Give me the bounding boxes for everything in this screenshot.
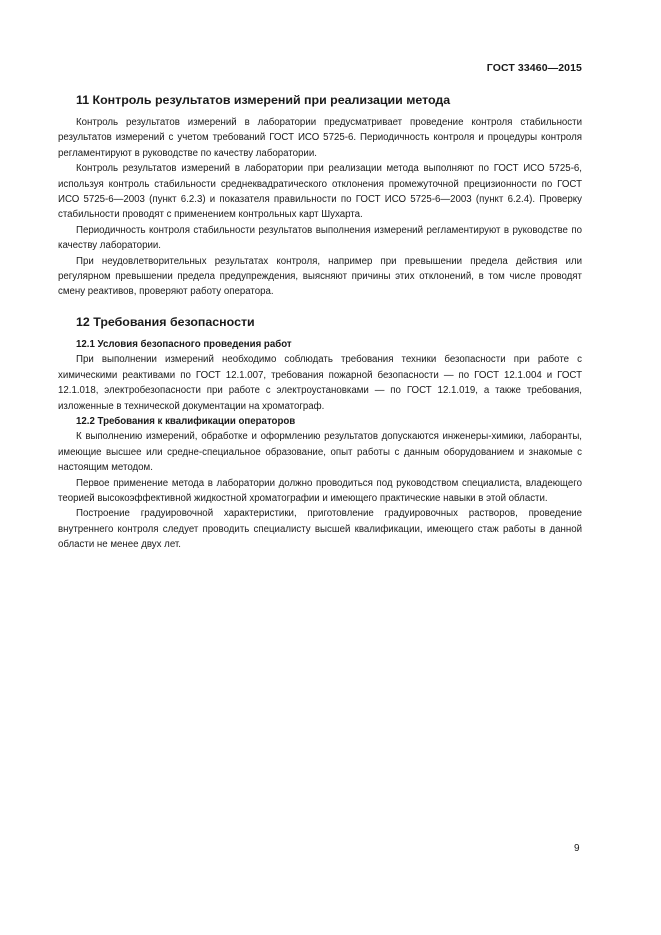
subsection-12-2-paragraph-2: Первое применение метода в лаборатории должно проводиться под руководством специалиста, владеющего теорией высокоэффективной жидкостной хроматографии и имеющего практические навыки в этой области.: [58, 477, 582, 504]
section-12-title: 12 Требования безопасности: [76, 314, 255, 329]
section-11-paragraph-2: Контроль результатов измерений в лаборатории при реализации метода выполняют по ГОСТ ИСО 5725-6, используя контроль стабильности среднеквадратического отклонения промежуточной прецизионности по ГОСТ ИСО 5725-6—2003 (пункт 6.2.3) и показателя правильности по ГОСТ ИСО 5725-6—2003 (пункт 6.2.4). Проверку стабильности проводят с применением контрольных карт Шухарта.: [58, 163, 582, 221]
subsection-12-2-paragraph-3: Построение градуировочной характеристики, приготовление градуировочных растворов, проведение внутреннего контроля следует проводить специалисту высшей квалификации, имеющего стаж работы в данной области не менее двух лет.: [58, 508, 582, 551]
page-content: [58, 92, 582, 553]
document-code: ГОСТ 33460—2015: [486, 62, 582, 74]
subsection-12-2-title: 12.2 Требования к квалификации операторов: [76, 415, 296, 427]
page-number: 9: [574, 843, 580, 854]
section-11-paragraph-1: Контроль результатов измерений в лаборатории предусматривает проведение контроля стабильности результатов измерений с учетом требований ГОСТ ИСО 5725-6. Периодичность контроля и процедуры контроля регламентируют в руководстве по качеству лаборатории.: [58, 117, 582, 159]
subsection-12-2-paragraph-1: К выполнению измерений, обработке и оформлению результатов допускаются инженеры-химики, лаборанты, имеющие высшее или средне-специальное образование, опыт работы с данным оборудованием и знакомые с настоящим методом.: [58, 431, 582, 474]
section-11-paragraph-3: Периодичность контроля стабильности результатов выполнения измерений регламентируют в руководстве по качеству лаборатории.: [58, 224, 582, 252]
section-11-title: 11 Контроль результатов измерений при реализации метода: [76, 93, 451, 107]
subsection-12-1-title: 12.1 Условия безопасного проведения работ: [76, 338, 292, 350]
section-11-paragraph-4: При неудовлетворительных результатах контроля, например при превышении предела действия или регулярном превышении предела предупреждения, выясняют причины этих отклонений, в том числе проводят смену реактивов, проверяют работу оператора.: [58, 255, 582, 298]
subsection-12-1-paragraph-1: При выполнении измерений необходимо соблюдать требования техники безопасности при работе с химическими реактивами по ГОСТ 12.1.007, требования пожарной безопасности — по ГОСТ 12.1.004 и ГОСТ 12.1.018, электробезопасности при работе с электроустановками — по ГОСТ 12.1.019, а также требования, изложенные в технической документации на хроматограф.: [58, 354, 582, 412]
